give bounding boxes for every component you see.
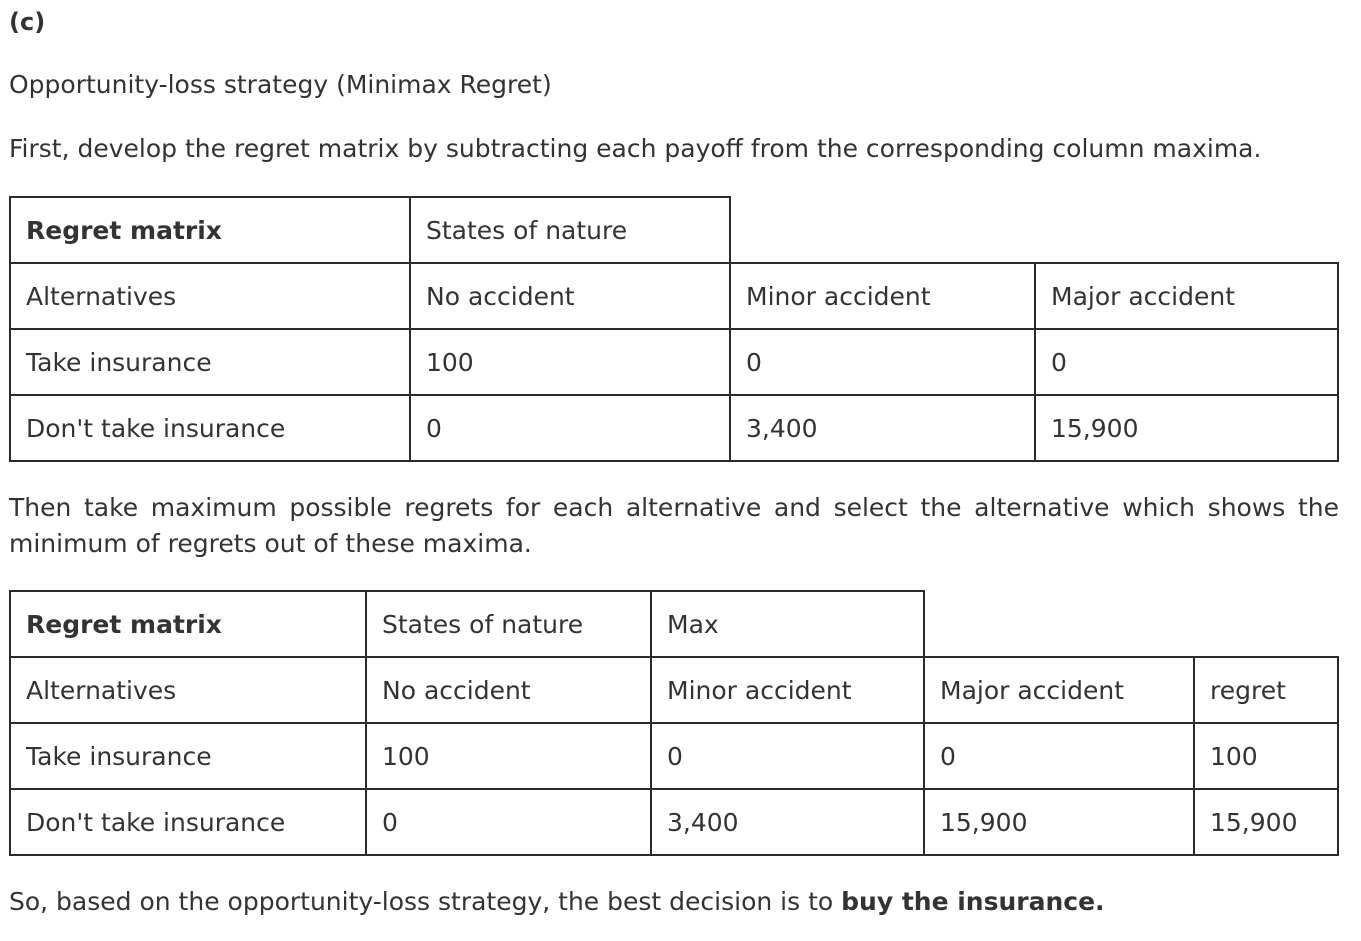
table-cell: 100 — [365, 722, 652, 790]
column-header: regret — [1193, 656, 1339, 724]
table-cell: 15,900 — [1034, 394, 1339, 462]
column-header: Minor accident — [729, 262, 1036, 330]
table-cell: 0 — [1034, 328, 1339, 396]
column-header: Minor accident — [650, 656, 925, 724]
table-cell: 100 — [409, 328, 731, 396]
table-cell: 0 — [365, 788, 652, 856]
table-cell: 100 — [1193, 722, 1339, 790]
max-header: Max — [650, 590, 925, 658]
table-cell: 15,900 — [1193, 788, 1339, 856]
states-of-nature-header: States of nature — [365, 590, 652, 658]
column-header: No accident — [365, 656, 652, 724]
table-corner-header: Regret matrix — [9, 590, 367, 658]
row-label: Take insurance — [9, 722, 367, 790]
column-header: Alternatives — [9, 262, 411, 330]
table-cell: 0 — [923, 722, 1195, 790]
table-cell: 3,400 — [729, 394, 1036, 462]
row-label: Don't take insurance — [9, 788, 367, 856]
row-label: Take insurance — [9, 328, 411, 396]
column-header: Major accident — [923, 656, 1195, 724]
column-header: No accident — [409, 262, 731, 330]
middle-paragraph: Then take maximum possible regrets for each alternative and select the alternative which shows the minimum of regrets out of these maxima. — [9, 493, 1339, 558]
column-header: Alternatives — [9, 656, 367, 724]
states-of-nature-header: States of nature — [409, 196, 731, 264]
conclusion-emphasis: buy the insurance. — [841, 887, 1105, 916]
table-cell: 0 — [729, 328, 1036, 396]
conclusion-paragraph — [9, 884, 1105, 920]
table-cell: 0 — [409, 394, 731, 462]
table-cell: 15,900 — [923, 788, 1195, 856]
intro-paragraph: First, develop the regret matrix by subtracting each payoff from the corresponding column maxima. — [9, 134, 1262, 163]
section-heading: (c) — [9, 8, 46, 36]
conclusion-text: So, based on the opportunity-loss strategy, the best decision is to — [9, 887, 842, 916]
section-subtitle: Opportunity-loss strategy (Minimax Regret) — [9, 70, 552, 99]
column-header: Major accident — [1034, 262, 1339, 330]
table-corner-header: Regret matrix — [9, 196, 411, 264]
table-cell: 3,400 — [650, 788, 925, 856]
table-cell: 0 — [650, 722, 925, 790]
row-label: Don't take insurance — [9, 394, 411, 462]
